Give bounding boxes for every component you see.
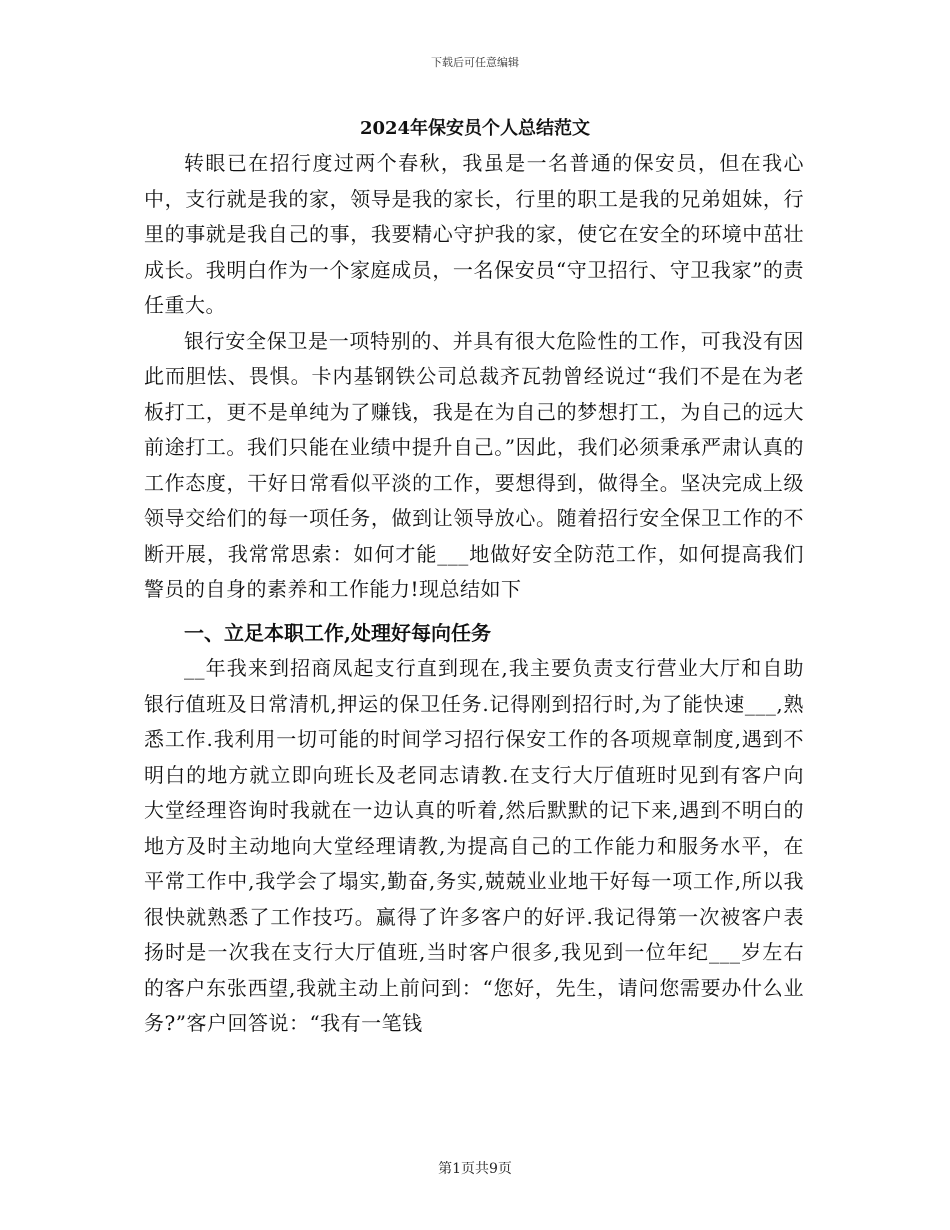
document-body	[144, 146, 804, 1042]
body-paragraph-2: 银行安全保卫是一项特别的、并具有很大危险性的工作，可我没有因此而胆怯、畏惧。卡内基钢铁公司总裁齐瓦勃曾经说过“我们不是在为老板打工，更不是单纯为了赚钱，我是在为自己的梦想打工，为自己的远大前途打工。我们只能在业绩中提升自己。”因此，我们必须秉承严肃认真的工作态度，干好日常看似平淡的工作，要想得到，做得全。坚决完成上级领导交给们的每一项任务，做到让领导放心。随着招行安全保卫工作的不断开展，我常常思索：如何才能___地做好安全防范工作，如何提高我们警员的自身的素养和工作能力!现总结如下	[144, 328, 804, 601]
body-paragraph-1: 转眼已在招行度过两个春秋，我虽是一名普通的保安员，但在我心中，支行就是我的家，领导是我的家长，行里的职工是我的兄弟姐妹，行里的事就是我自己的事，我要精心守护我的家，使它在安全的环境中茁壮成长。我明白作为一个家庭成员，一名保安员“守卫招行、守卫我家”的责任重大。	[144, 151, 804, 317]
document-title: 2024年保安员个人总结范文	[359, 118, 591, 139]
section-heading-1: 一、立足本职工作,处理好每向任务	[184, 620, 491, 645]
page-header-note: 下载后可任意编辑	[431, 56, 519, 69]
section-paragraph-1: __年我来到招商凤起支行直到现在,我主要负责支行营业大厅和自助银行值班及日常清机,押运的保卫任务.记得刚到招行时,为了能快速___,熟悉工作.我利用一切可能的时间学习招行保安工作的各项规章制度,遇到不明白的地方就立即向班长及老同志请教.在支行大厅值班时见到有客户向大堂经理咨询时我就在一边认真的听着,然后默默的记下来,遇到不明白的地方及时主动地向大堂经理请教,为提高自己的工作能力和服务水平，在平常工作中,我学会了塌实,勤奋,务实,兢兢业业地干好每一项工作,所以我很快就熟悉了工作技巧。赢得了许多客户的好评.我记得第一次被客户表扬时是一次我在支行大厅值班,当时客户很多,我见到一位年纪___岁左右的客户东张西望,我就主动上前问到：“您好，先生，请问您需要办什么业务?”客户回答说：“我有一笔钱	[144, 656, 804, 1035]
page-number: 第1页共9页	[438, 1161, 512, 1177]
